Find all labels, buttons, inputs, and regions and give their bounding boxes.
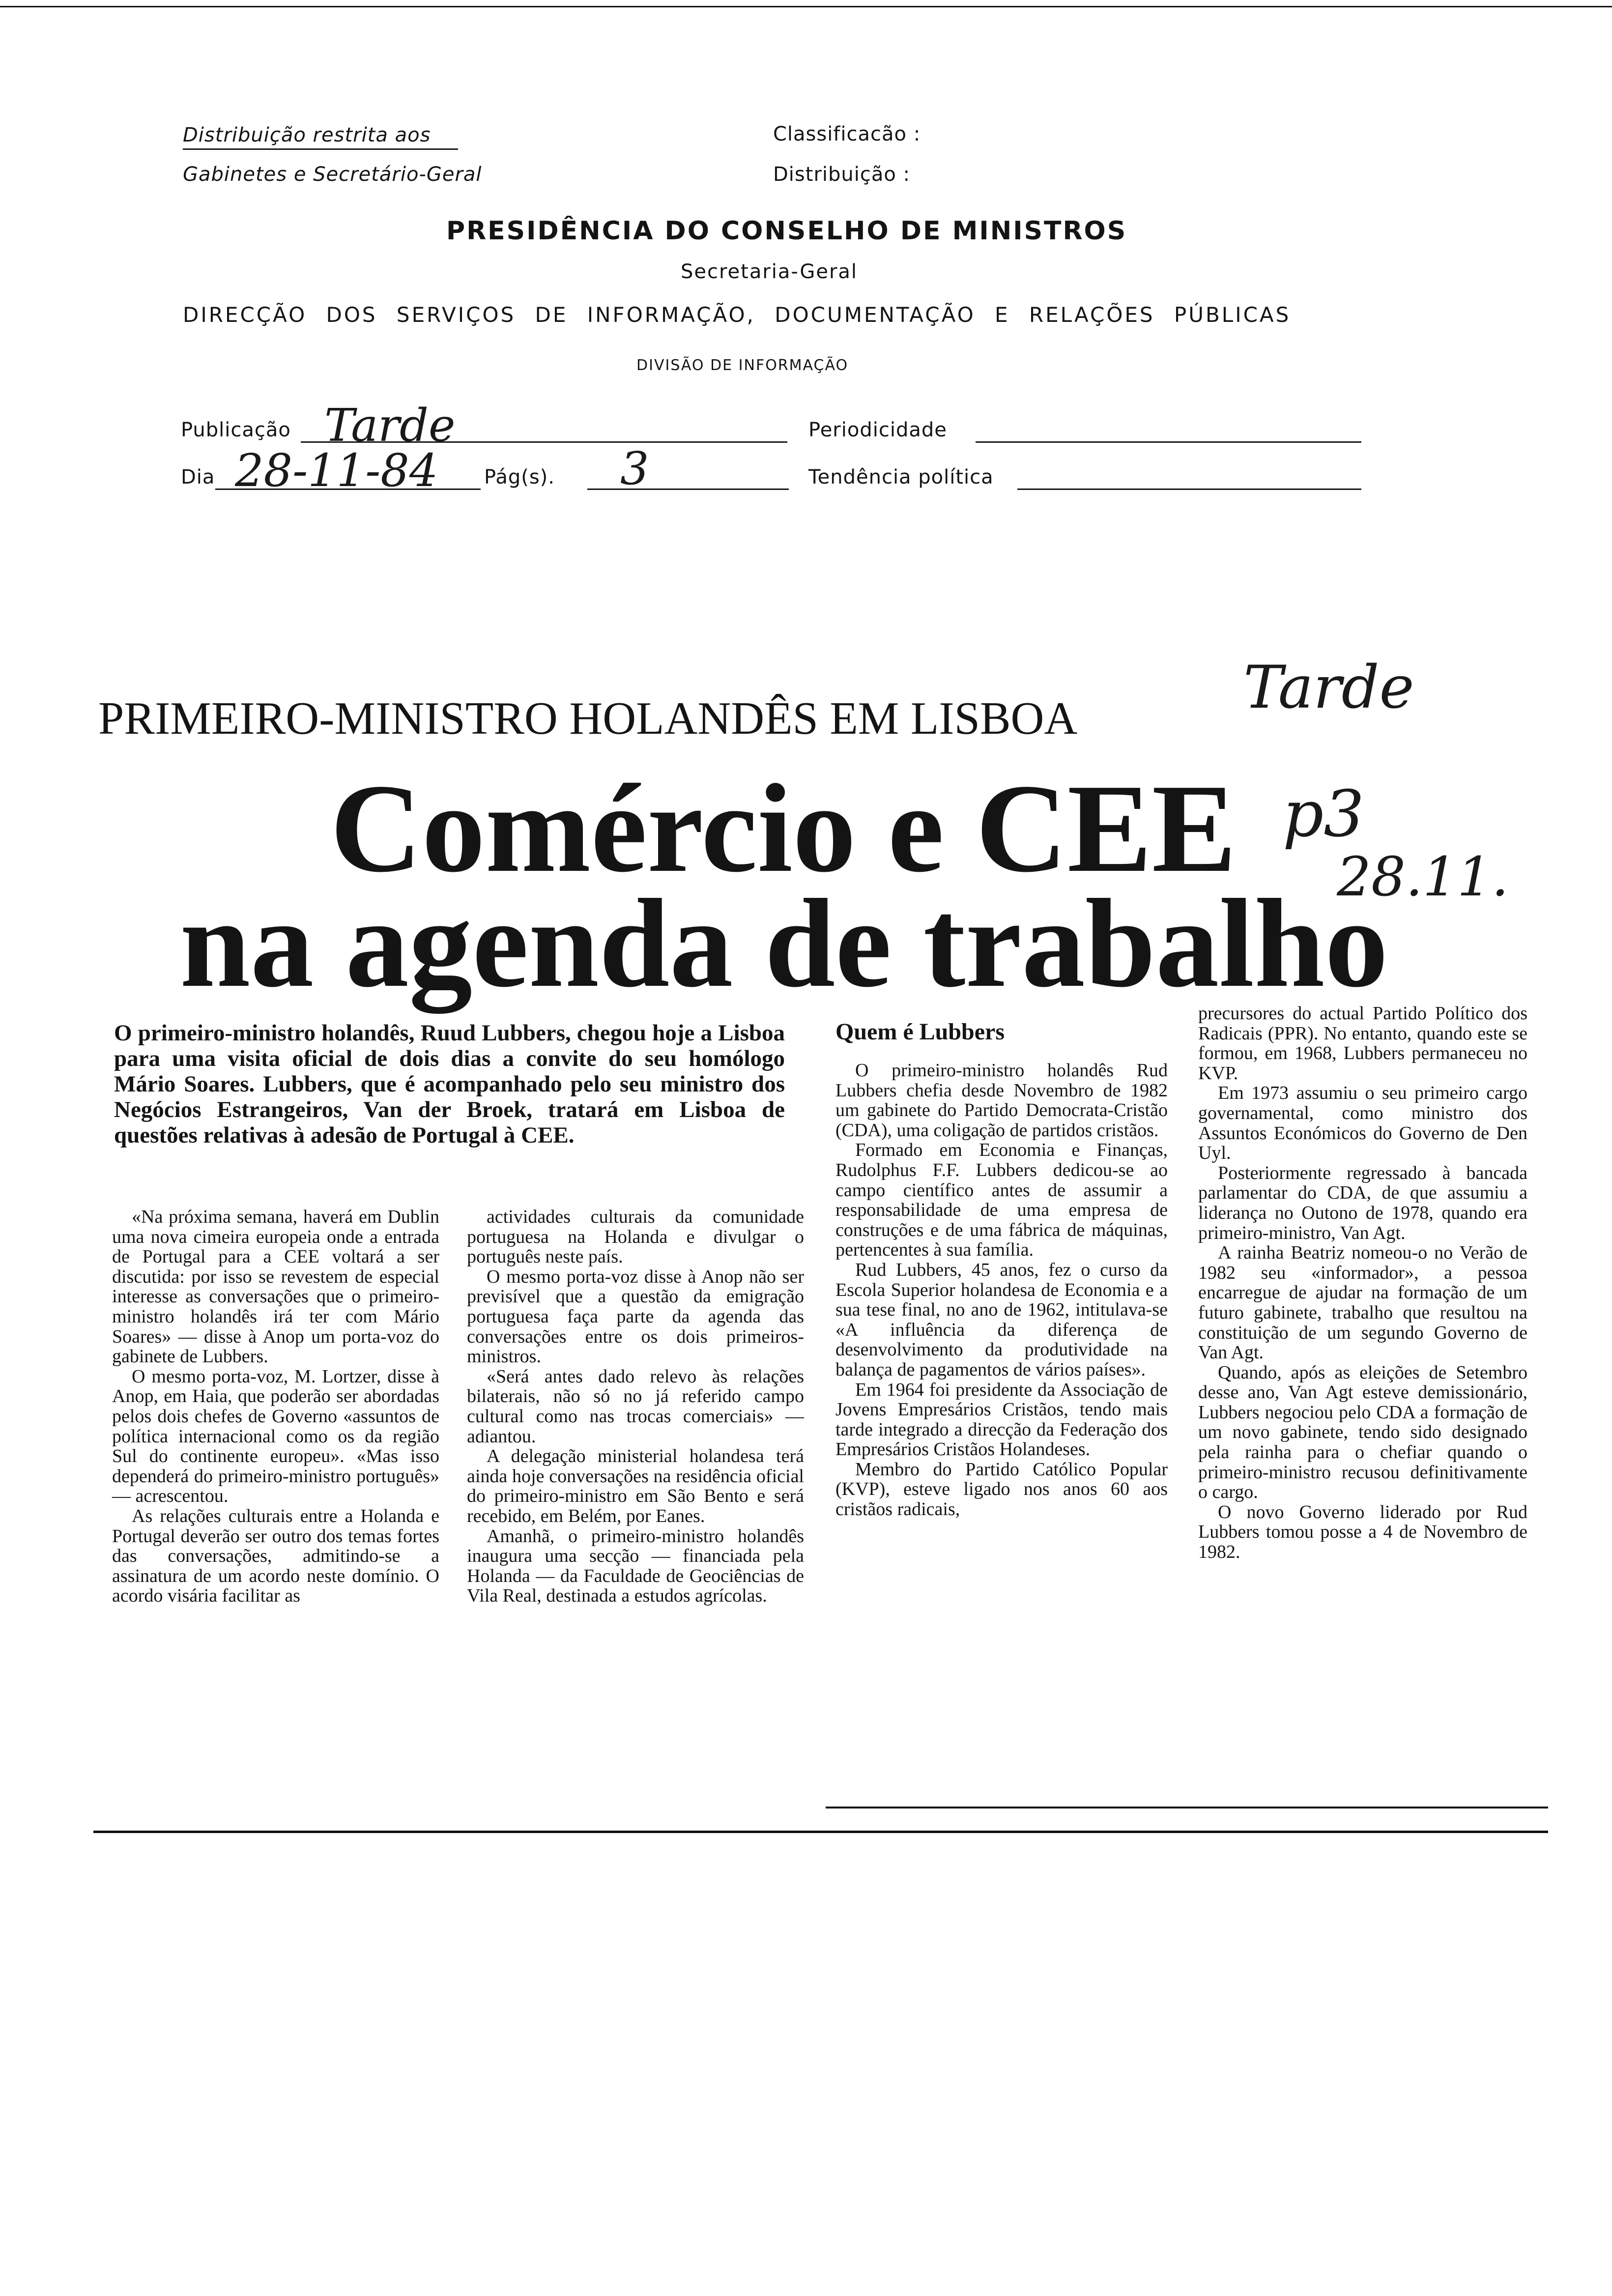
political-tendency-label: Tendência política xyxy=(808,466,994,488)
pages-field-line xyxy=(587,488,789,490)
article-column-2 xyxy=(467,1207,804,1606)
column-paragraph: Posteriormente regressado à bancada parlamentar do CDA, de que assumiu a liderança no Outono de 1978, quando era primeiro-ministro, Van Agt. xyxy=(1198,1162,1527,1243)
column-paragraph: O novo Governo liderado por Rud Lubbers tomou posse a 4 de Novembro de 1982. xyxy=(1198,1501,1527,1563)
office-subtitle: Secretaria-Geral xyxy=(681,260,858,283)
column-paragraph: Em 1973 assumiu o seu primeiro cargo governamental, como ministro dos Assuntos Económicos do Governo de Den Uyl. xyxy=(1198,1083,1527,1164)
column-paragraph: O mesmo porta-voz disse à Anop não ser previsível que a questão da emigração portuguesa faça parte da agenda das conversações entre os dois primeiros-ministros. xyxy=(467,1266,804,1367)
sidebar-box-title: Quem é Lubbers xyxy=(835,1019,1005,1045)
directorate-line: DIRECÇÃO DOS SERVIÇOS DE INFORMAÇÃO, DOCUMENTAÇÃO E RELAÇÕES PÚBLICAS xyxy=(183,303,1291,327)
column-paragraph: Em 1964 foi presidente da Associação de Jovens Empresários Cristãos, tendo mais tarde integrado a direcção da Federação dos Empresários Cristãos Holandeses. xyxy=(835,1379,1168,1460)
headline-line-2: na agenda de trabalho xyxy=(180,873,1388,1013)
periodicity-label: Periodicidade xyxy=(808,419,947,441)
column-paragraph: Quando, após as eleições de Setembro desse ano, Van Agt esteve demissionário, Lubbers negociou pelo CDA a formação de um novo gabinete, tendo sido designado pela rainha para o chefiar quando o primeiro-ministro recusou definitivamente o cargo. xyxy=(1198,1362,1527,1503)
restriction-underline-1 xyxy=(183,148,458,150)
column-paragraph: actividades culturais da comunidade portuguesa na Holanda e divulgar o português neste país. xyxy=(467,1206,804,1267)
column-paragraph: O primeiro-ministro holandês Rud Lubbers chefia desde Novembro de 1982 um gabinete do Partido Democrata-Cristão (CDA), uma coligação de partidos cristãos. xyxy=(835,1060,1168,1141)
division-line: DIVISÃO DE INFORMAÇÃO xyxy=(636,357,849,374)
pages-label: Pág(s). xyxy=(484,466,555,488)
distribution-label: Distribuição : xyxy=(773,163,911,186)
column-paragraph: Membro do Partido Católico Popular (KVP), esteve ligado nos anos 60 aos cristãos radicais, xyxy=(835,1459,1168,1520)
column-paragraph: A rainha Beatriz nomeou-o no Verão de 1982 seu «informador», a pessoa encarregue de ajudar na formação de um futuro gabinete, trabalho que resultou na constituição de um segundo Governo de Van Agt. xyxy=(1198,1242,1527,1363)
column-paragraph: «Na próxima semana, haverá em Dublin uma nova cimeira europeia onde a entrada de Portugal para a CEE voltará a ser discutida: por isso se revestem de especial interesse as conversações que o primeiro-ministro holandês irá ter com Mário Soares» — disse à Anop um porta-voz do gabinete de Lubbers. xyxy=(112,1206,439,1367)
title-handwritten-note: Tarde xyxy=(1243,654,1414,722)
publication-value: Tarde xyxy=(324,399,456,452)
publication-label: Publicação xyxy=(181,419,291,441)
article-column-3 xyxy=(835,1061,1168,1520)
page-handwritten-note: p3 xyxy=(1283,776,1364,851)
column-paragraph: As relações culturais entre a Holanda e Portugal deverão ser outro dos temas fortes das conversações, admitindo-se a assinatura de um acordo neste domínio. O acordo visária facilitar as xyxy=(112,1505,439,1607)
article-end-rule xyxy=(826,1807,1548,1808)
column-paragraph: Rud Lubbers, 45 anos, fez o curso da Escola Superior holandesa de Economia e a sua tese final, no ano de 1962, intitulava-se «A influência da diferença de desenvolvimento da produtividade na balança de pagamentos de vários países». xyxy=(835,1259,1168,1380)
date-handwritten-note: 28.11. xyxy=(1337,845,1509,908)
periodicity-field-line xyxy=(976,441,1361,443)
article-column-1 xyxy=(112,1207,439,1606)
column-paragraph: O mesmo porta-voz, M. Lortzer, disse à Anop, em Haia, que poderão ser abordadas pelos dois chefes de Governo «assuntos de política internacional como os da região Sul do continente europeu». «Mas isso dependerá do primeiro-ministro português» — acrescentou. xyxy=(112,1366,439,1507)
day-label: Dia xyxy=(181,466,215,488)
column-paragraph: A delegação ministerial holandesa terá ainda hoje conversações na residência oficial do primeiro-ministro em São Bento e será recebido, em Belém, por Eanes. xyxy=(467,1446,804,1526)
top-border xyxy=(0,6,1612,7)
column-paragraph: Amanhã, o primeiro-ministro holandês inaugura uma secção — financiada pela Holanda — da Faculdade de Geociências de Vila Real, destinada a estudos agrícolas. xyxy=(467,1525,804,1607)
pages-value: 3 xyxy=(620,442,649,495)
column-paragraph: Formado em Economia e Finanças, Rudolphus F.F. Lubbers dedicou-se ao campo científico antes de assumir a responsabilidade de uma empresa de construções e de uma fábrica de máquinas, pertencentes à sua família. xyxy=(835,1140,1168,1261)
article-kicker: PRIMEIRO-MINISTRO HOLANDÊS EM LISBOA xyxy=(98,693,1078,744)
lead-paragraph: O primeiro-ministro holandês, Ruud Lubbers, chegou hoje a Lisboa para uma visita oficial de dois dias a convite do seu homólogo Mário Soares. Lubbers, que é acompanhado pelo seu ministro dos Negócios Estrangeiros, Van der Broek, tratará em Lisboa de questões relativas à adesão de Portugal à CEE. xyxy=(114,1020,785,1148)
office-title: PRESIDÊNCIA DO CONSELHO DE MINISTROS xyxy=(446,216,1127,246)
column-paragraph: «Será antes dado relevo às relações bilaterais, não só no já referido campo cultural como nas trocas comerciais» — adiantou. xyxy=(467,1366,804,1447)
classification-label: Classificacão : xyxy=(773,123,921,145)
page-bottom-rule xyxy=(93,1831,1548,1833)
article-lead xyxy=(114,1020,785,1148)
column-paragraph: precursores do actual Partido Político dos Radicais (PPR). No entanto, quando este se formou, em 1968, Lubbers permaneceu no KVP. xyxy=(1198,1003,1527,1084)
day-value: 28-11-84 xyxy=(235,444,438,497)
political-tendency-field-line xyxy=(1017,488,1361,490)
restriction-line-2: Gabinetes e Secretário-Geral xyxy=(183,163,482,186)
restriction-line-1: Distribuição restrita aos xyxy=(183,124,431,146)
article-column-4 xyxy=(1198,1004,1527,1562)
headline-line-1: Comércio e CEE xyxy=(330,758,1237,898)
